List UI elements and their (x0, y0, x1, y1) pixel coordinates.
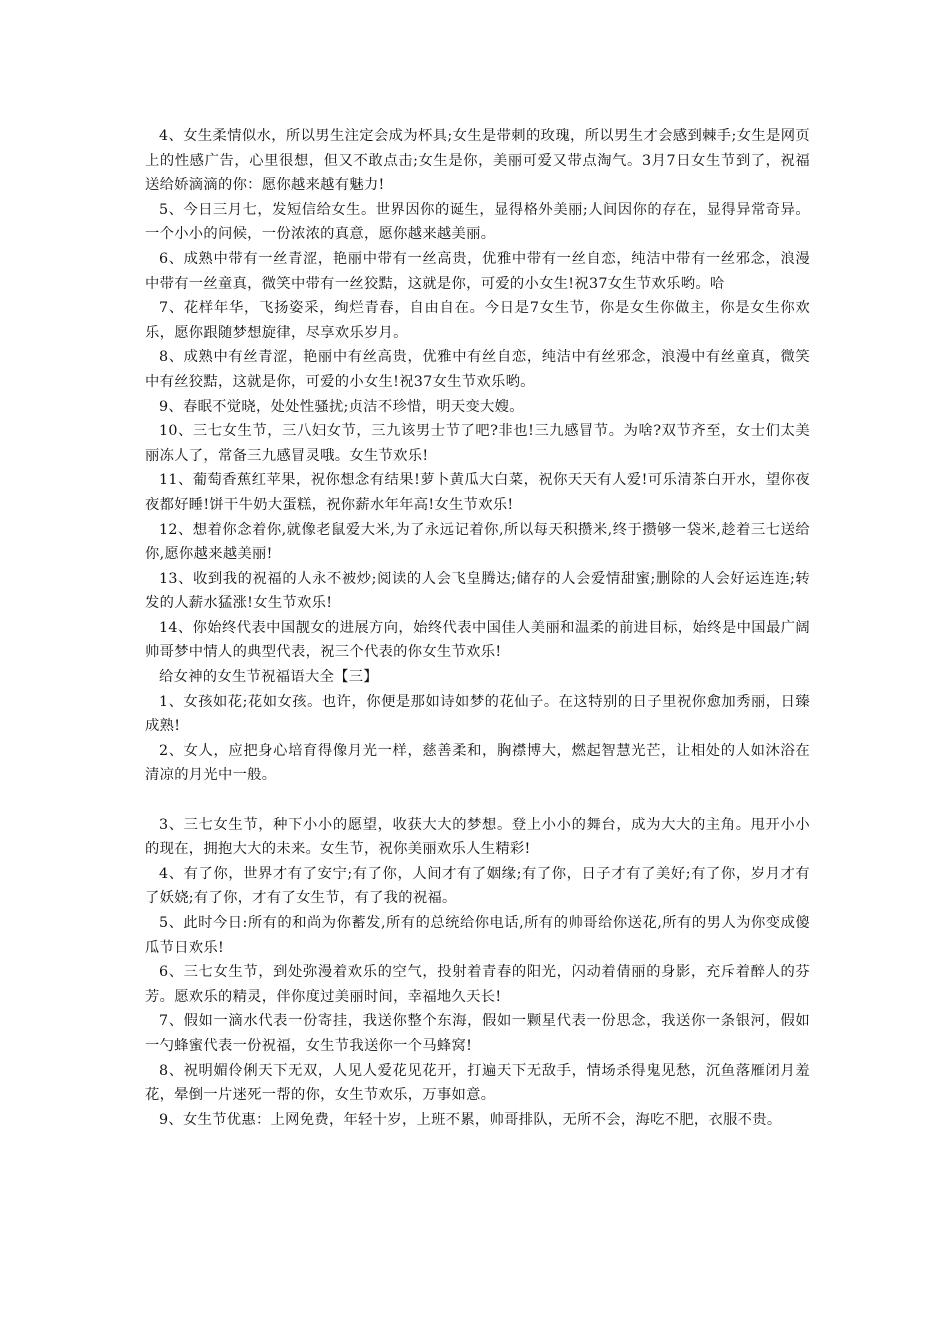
paragraph: 5、今日三月七，发短信给女生。世界因你的诞生，显得格外美丽;人间因你的存在，显得异常奇异。一个小小的问候，一份浓浓的真意，愿你越来越美丽。 (145, 201, 810, 243)
document-body (145, 124, 810, 1132)
blank-line (145, 788, 810, 813)
paragraph: 8、成熟中有丝青涩，艳丽中有丝高贵，优雅中有丝自恋，纯洁中有丝邪念，浪漫中有丝童真，微笑中有丝狡黠，这就是你，可爱的小女生!祝37女生节欢乐哟。 (145, 349, 810, 390)
paragraph: 2、女人，应把身心培育得像月光一样，慈善柔和，胸襟博大，燃起智慧光芒，让相处的人如沐浴在清凉的月光中一般。 (145, 742, 810, 784)
paragraph: 3、三七女生节，种下小小的愿望，收获大大的梦想。登上小小的舞台，成为大大的主角。甩开小小的现在，拥抱大大的未来。女生节，祝你美丽欢乐人生精彩! (145, 816, 810, 858)
paragraph: 7、花样年华，飞扬姿采，绚烂青春，自由自在。今日是7女生节，你是女生你做主，你是女生你欢乐，愿你跟随梦想旋律，尽享欢乐岁月。 (145, 300, 810, 341)
paragraph: 10、三七女生节，三八妇女节，三九该男士节了吧?非也!三九感冒节。为啥?双节齐至，女士们太美丽冻人了，常备三九感冒灵哦。女生节欢乐! (145, 423, 810, 464)
paragraph: 11、葡萄香蕉红苹果，祝你想念有结果!萝卜黄瓜大白菜，祝你天天有人爱!可乐清茶白开水，望你夜夜都好睡!饼干牛奶大蛋糕，祝你薪水年年高!女生节欢乐! (145, 472, 810, 513)
paragraph: 6、成熟中带有一丝青涩，艳丽中带有一丝高贵，优雅中带有一丝自恋，纯洁中带有一丝邪念，浪漫中带有一丝童真，微笑中带有一丝狡黠，这就是你，可爱的小女生!祝37女生节欢乐哟。哈 (145, 250, 810, 292)
paragraph: 12、想着你念着你,就像老鼠爱大米,为了永远记着你,所以每天积攒米,终于攒够一袋米,趁着三七送给你,愿你越来越美丽! (145, 521, 810, 563)
paragraph: 5、此时今日:所有的和尚为你蓄发,所有的总统给你电话,所有的帅哥给你送花,所有的男人为你变成傻瓜节日欢乐! (145, 915, 810, 956)
paragraph: 9、春眠不觉晓，处处性骚扰;贞洁不珍惜，明天变大嫂。 (159, 398, 524, 415)
paragraph: 8、祝明媚伶俐天下无双，人见人爱花见花开，打遍天下无敌手，情场杀得鬼见愁，沉鱼落雁闭月羞花，晕倒一片迷死一帮的你，女生节欢乐，万事如意。 (145, 1062, 810, 1104)
paragraph: 9、女生节优惠：上网免费，年轻十岁，上班不累，帅哥排队，无所不会，海吃不肥，衣服不贵。 (159, 1111, 782, 1128)
paragraph: 4、有了你，世界才有了安宁;有了你，人间才有了姻缘;有了你，日子才有了美好;有了你，岁月才有了妖娆;有了你，才有了女生节，有了我的祝福。 (145, 865, 810, 907)
section-heading: 给女神的女生节祝福语大全【三】 (159, 669, 378, 686)
paragraph: 1、女孩如花;花如女孩。也许，你便是那如诗如梦的花仙子。在这特别的日子里祝你愈加秀丽，日臻成熟! (145, 693, 810, 735)
paragraph: 13、收到我的祝福的人永不被炒;阅读的人会飞皇腾达;储存的人会爱情甜蜜;删除的人会好运连连;转发的人薪水猛涨!女生节欢乐! (145, 570, 810, 612)
paragraph: 4、女生柔情似水，所以男生注定会成为杯具;女生是带刺的玫瑰，所以男生才会感到棘手;女生是网页上的性感广告，心里很想，但又不敢点击;女生是你，美丽可爱又带点淘气。3月7日女生节到了，祝福送给娇滴滴的你：愿你越来越有魅力! (145, 128, 810, 194)
paragraph: 6、三七女生节，到处弥漫着欢乐的空气，投射着青春的阳光，闪动着倩丽的身影，充斥着醉人的芬芳。愿欢乐的精灵，伴你度过美丽时间，幸福地久天长! (145, 964, 810, 1005)
paragraph: 7、假如一滴水代表一份寄挂，我送你整个东海，假如一颗星代表一份思念，我送你一条银河，假如一勺蜂蜜代表一份祝福，女生节我送你一个马蜂窝! (145, 1013, 810, 1054)
paragraph: 14、你始终代表中国靓女的进展方向，始终代表中国佳人美丽和温柔的前进目标，始终是中国最广阔帅哥梦中情人的典型代表，祝三个代表的你女生节欢乐! (145, 619, 810, 661)
